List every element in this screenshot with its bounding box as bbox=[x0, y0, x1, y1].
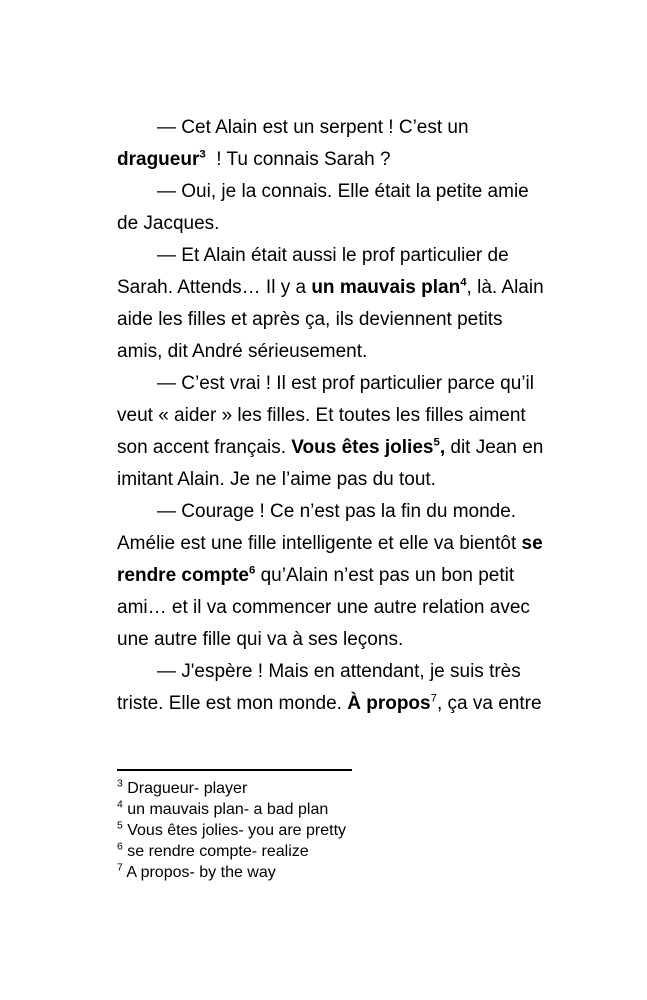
footnote-reference: 3 bbox=[199, 148, 206, 161]
footnote-text: A propos- by the way bbox=[122, 864, 276, 881]
footnote-item bbox=[117, 799, 547, 820]
footnote-reference: 7 bbox=[430, 692, 437, 705]
footnote-number: 6 bbox=[117, 841, 123, 853]
paragraph bbox=[117, 368, 547, 496]
footnote-item bbox=[117, 820, 547, 841]
paragraph bbox=[117, 112, 547, 176]
footnote-reference: 5 bbox=[433, 436, 440, 449]
text-run: , ça va entre bbox=[436, 693, 542, 714]
text-run: se rendre compte bbox=[117, 533, 543, 586]
paragraph bbox=[117, 240, 547, 368]
footnote-text: Vous êtes jolies- you are pretty bbox=[122, 822, 347, 839]
text-run: — J'espère ! Mais en attendant, je suis très triste. Elle est mon monde. bbox=[117, 661, 521, 714]
text-run: qu’Alain n’est pas un bon petit ami… et il va commencer une autre relation avec une autre fille qui va à ses leçons. bbox=[117, 565, 530, 650]
footnotes-section bbox=[117, 769, 547, 883]
text-run: un mauvais plan bbox=[311, 277, 461, 298]
footnote-item bbox=[117, 841, 547, 862]
text-run: — Et Alain était aussi le prof particulier de Sarah. Attends… Il y a bbox=[117, 245, 509, 298]
text-run: ! Tu connais Sarah ? bbox=[205, 149, 391, 170]
text-run: dragueur bbox=[117, 149, 200, 170]
footnote-text: se rendre compte- realize bbox=[122, 843, 309, 860]
footnote-item bbox=[117, 778, 547, 799]
footnote-number: 7 bbox=[117, 862, 123, 874]
text-run: — Courage ! Ce n’est pas la fin du monde. Amélie est une fille intelligente et elle va bientôt bbox=[117, 501, 522, 554]
text-run: dit Jean en imitant Alain. Je ne l’aime pas du tout. bbox=[117, 437, 544, 490]
text-run: — Cet Alain est un serpent ! C’est un bbox=[157, 117, 469, 138]
paragraph bbox=[117, 176, 547, 240]
footnote-number: 3 bbox=[117, 778, 123, 790]
text-run: À propos bbox=[347, 693, 431, 714]
text-run: — Oui, je la connais. Elle était la petite amie de Jacques. bbox=[117, 181, 529, 234]
footnote-number: 5 bbox=[117, 820, 123, 832]
footnote-reference: 6 bbox=[248, 564, 256, 577]
footnote-text: Dragueur- player bbox=[122, 780, 248, 797]
footnote-text: un mauvais plan- a bad plan bbox=[122, 801, 329, 818]
text-run: , bbox=[439, 437, 446, 458]
footnote-list bbox=[117, 778, 547, 883]
footnote-item bbox=[117, 862, 547, 883]
paragraph bbox=[117, 496, 547, 656]
footnote-number: 4 bbox=[117, 799, 123, 811]
text-run: , là. Alain aide les filles et après ça, ils deviennent petits amis, dit André sérieusement. bbox=[117, 277, 544, 362]
footnote-separator bbox=[117, 769, 352, 771]
footnote-reference: 4 bbox=[460, 276, 467, 289]
story-text bbox=[117, 112, 547, 720]
text-run: — C’est vrai ! Il est prof particulier parce qu’il veut « aider » les filles. Et toutes les filles aiment son accent français. bbox=[117, 373, 534, 458]
paragraph bbox=[117, 656, 547, 720]
text-run: Vous êtes jolies bbox=[291, 437, 434, 458]
